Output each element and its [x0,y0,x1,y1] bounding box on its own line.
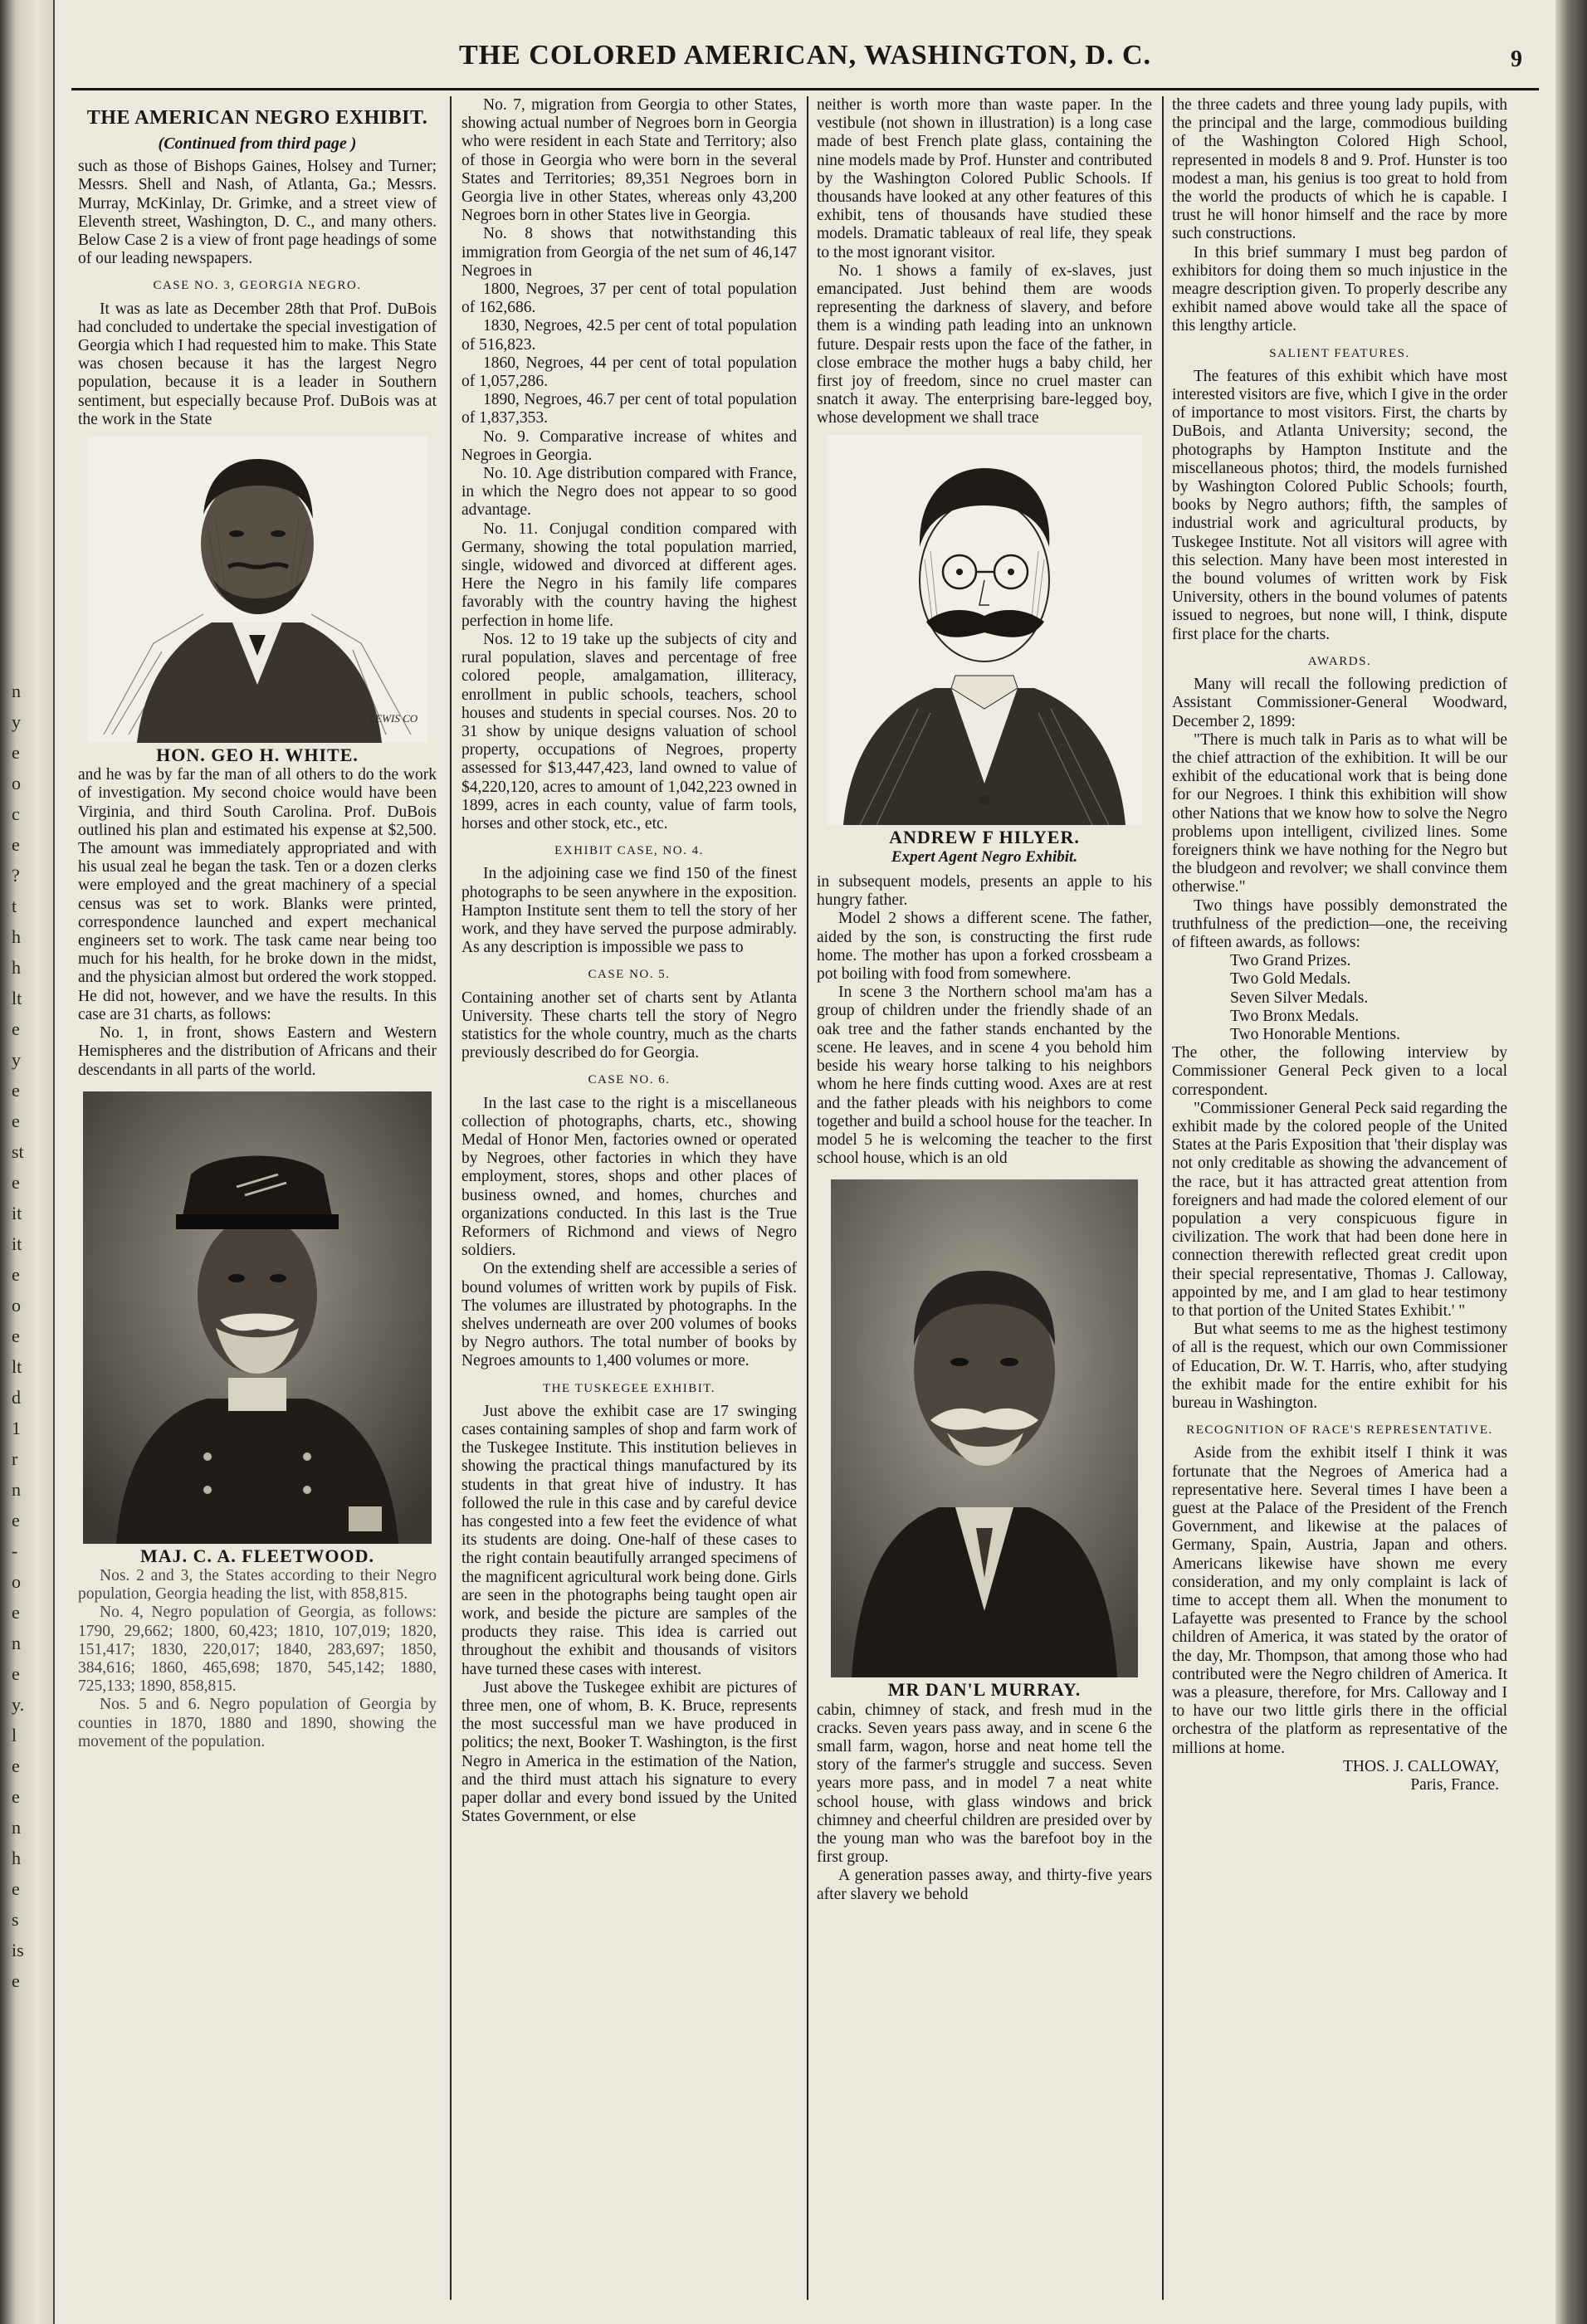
paragraph: No. 9. Comparative increase of whites and Negroes in Georgia. [461,427,797,464]
paragraph: and he was by far the man of all others to do the work of investigation. My second choice would have been Virginia, and third South Carolina. Prof. DuBois outlined his plan and estimated his expense at $2,500. The amount was immediately appropriated and with his usual zeal he began the task. Ten or a dozen clerks were employed and the great machinery of a special census was set to work. Blanks were printed, correspondence launched and expert mechanical engineers set to work. The task came near being too much for his health, for he broke down in the midst, and the physician almost but ordered the work stopped. He did not, however, and we have the results. In this case are 31 charts, as follows: [78,766,437,1023]
paragraph: The features of this exhibit which have most interested visitors are five, which I give in the order of importance to most visitors. First, the charts by DuBois, and Atlanta University; second, the photographs by Hampton Institute and the miscellaneous photos; third, the models furnished by Washington Colored Public Schools; fourth, books by Negro authors; fifth, the samples of industrial work and agricultural products, by Tuskegee Institute. Not all visitors will agree with this selection. Many have been most interested in the bound volumes of written work by Fisk University, others in the bound volumes of patents issued to negroes, but none will, I think, dispute first place for the charts. [1172,367,1507,643]
previous-page-fragment: o [12,773,21,793]
article-headline: THE AMERICAN NEGRO EXHIBIT. [86,107,428,129]
award-line: Two Gold Medals. [1230,970,1351,989]
paragraph: Just above the Tuskegee exhibit are pictures of three men, one of whom, B. K. Bruce, represents the most successful man we have produced in politics; the next, Booker T. Washington, is the first Negro in America in the estimation of the Nation, and the third must attach his signature to every paper dollar and every bond issued by the United States Government, or else [461,1678,797,1826]
paragraph: No. 1, in front, shows Eastern and Western Hemispheres and the distribution of Africans and their descendants in all parts of the world. [78,1024,437,1079]
photo-fleetwood [83,1091,432,1544]
paragraph: such as those of Bishops Gaines, Holsey and Turner; Messrs. Shell and Nash, of Atlanta, Ga.; Messrs. Murray, McKinlay, Dr. Grimke, and a street view of Eleventh street, Washington, D. C., and many others. Below Case 2 is a view of front page headings of some of our leading newspapers. [78,158,437,268]
paragraph: the three cadets and three young lady pupils, with the principal and the large, commodious building of the Washington Colored High School, represented in models 8 and 9. Prof. Hunster is too modest a man, his genius is too great to hold from the world the products of which he is capable. I trust he will honor himself and the race by more such constructions. [1172,96,1507,243]
author-place: Paris, France. [1410,1776,1499,1794]
paragraph: In scene 3 the Northern school ma'am has a group of children under the friendly shade of an oak tree and the father stands enchanted by the scene. He leaves, and in scene 4 you behold him beside his weary horse talking to his neighbors whom he here finds cutting wood. Axes are at rest and the father pleads with his neighbors to come together and build a school house for the teacher. In model 5 he is welcoming the teacher to the first school house, which is an old [817,984,1152,1168]
paragraph: No. 4, Negro population of Georgia, as follows: 1790, 29,662; 1800, 60,423; 1810, 107,019; 1820, 151,417; 1830, 220,017; 1840, 283,697; 1850, 384,616; 1860, 465,698; 1870, 545,142; 1880, 725,133; 1890, 858,815. [78,1604,437,1696]
paragraph: On the extending shelf are accessible a series of bound volumes of written work by pupils of Fisk. The volumes are illustrated by photographs. In the shelves underneath are over 200 volumes of books by Negro authors. The total number of books by Negroes amounts to 1,400 volumes or more. [461,1260,797,1370]
award-line: Two Grand Prizes. [1230,952,1351,970]
continued-note: (Continued from third page ) [158,134,357,153]
award-line: Two Honorable Mentions. [1230,1025,1400,1043]
paragraph: But what seems to me as the highest testimony of all is the request, which our own Commissioner of Education, Dr. W. T. Harris, who, after studying the exhibit made for the entire exhibit for his bureau in Washington. [1172,1321,1507,1413]
paragraph: Many will recall the following prediction of Assistant Commissioner-General Woodward, December 2, 1899: [1172,676,1507,730]
page-number: 9 [1511,46,1522,72]
paragraph: No. 8 shows that notwithstanding this immigration from Georgia of the net sum of 46,147 Negroes in [461,225,797,280]
previous-page-fragment: e [12,1663,20,1684]
paragraph: Just above the exhibit case are 17 swinging cases containing samples of shop and farm work of the Tuskegee Institute. This institution believes in showing the practical things manufactured by its students in that great hive of industry. It has followed the rule in this case and by careful device has congested into a few feet the evidence of what its students are doing. One-half of these cases to the right contain beautifully arranged specimens of the magnificent agricultural work being done. Girls are seen in the photographs being taught open air work, and beside the picture are samples of the products they raise. This idea is carried out throughout the exhibit and thousands of visitors have turned these cases with interest. [461,1402,797,1678]
paragraph: cabin, chimney of stack, and fresh mud in the cracks. Seven years pass away, and in scene 6 the small farm, wagon, horse and neat home tell the story of the farmer's struggle and success. Seven years more pass, and in model 7 a neat white school house, with glass windows and brick chimney and cheerful children are presided over by the young man who was the barefoot boy in the first group. [817,1701,1152,1867]
column-divider [807,96,808,2300]
previous-page-fragment: s [12,1909,19,1930]
section-heading: CASE NO. 3, GEORGIA NEGRO. [153,279,362,293]
paragraph: No. 10. Age distribution compared with France, in which the Negro does not appear to so good advantage. [461,465,797,520]
previous-page-fragment: h [12,926,21,947]
paragraph: Containing another set of charts sent by Atlanta University. These charts tell the story of Negro statistics for the whole country, much as the charts previously described do for Georgia. [461,989,797,1062]
award-line: Two Bronx Medals. [1230,1007,1360,1025]
photo-murray [831,1179,1138,1677]
previous-page-fragment: it [12,1203,22,1223]
previous-page-fragment: e [12,1326,20,1346]
paragraph: Model 2 shows a different scene. The father, aided by the son, is constructing the first rude home. The mother has upon a forked crossbeam a pot boiling with food from somewhere. [817,910,1152,984]
previous-page-fragment: it [12,1233,22,1254]
masthead-rule [71,88,1539,90]
section-heading: THE TUSKEGEE EXHIBIT. [543,1381,715,1395]
paragraph: "There is much talk in Paris as to what will be the chief attraction of the exhibition. It will be our exhibit of the educational work that is being done for our Negroes. I think this exhibition will show other Nations that we know how to solve the Negro problems upon intelligent, civilized lines. Some foreigners think we have nothing for the Negro but the bludgeon and revolver; we shall convince them otherwise." [1172,730,1507,896]
previous-page-fragment: n [12,681,21,701]
paragraph: Nos. 12 to 19 take up the subjects of city and rural population, slaves and percentage of free colored people, amalgamation, illiteracy, enrollment in public schools, teachers, school houses and students in special courses. Nos. 20 to 31 show by unique designs valuation of school property, occupations of Negroes, property assessed for $13,447,423, land owned to value of $4,220,120, acres to amount of 1,042,223 owned in 1899, acres in each county, value of farm tools, horses and other stock, etc., etc. [461,630,797,832]
previous-page-fragment: e [12,1080,20,1101]
previous-page-fragment: e [12,1018,20,1039]
paragraph: "Commissioner General Peck said regarding the exhibit made by the colored people of the United States at the Paris Exposition that 'their display was not only creditable as showing the advancement of the race, but it has attracted great attention from foreigners and had made the colored element of our population a very conspicuous figure in civilization. The work that had been done here in connection therewith reflected great credit upon their special representative, Thomas J. Calloway, appointed by me, and I am glad to hear testimony to that portion of the United States Exhibit.' " [1172,1099,1507,1320]
previous-page-fragment: n [12,1479,21,1500]
previous-page-fragment: e [12,1755,20,1776]
previous-page-fragment: e [12,1786,20,1807]
previous-page-fragment: e [12,1111,20,1131]
previous-page-fragment: e [12,1264,20,1285]
paragraph: neither is worth more than waste paper. In the vestibule (not shown in illustration) is a long case made of best French plate glass, containing the nine models made by Prof. Hunster and contributed by the Washington Colored Public Schools. If thousands have looked at any other features of this exhibit, tens of thousands have studied these models. Dramatic tableaux of real life, they speak to the most ignorant visitor. [817,96,1152,261]
previous-page-fragment: st [12,1141,24,1162]
paragraph: No. 7, migration from Georgia to other States, showing actual number of Negroes born in Georgia who were resident in each State and Territory; also of those in Georgia who were born in the several States and Territories; 89,351 Negroes born in Georgia live in other States, whereas only 43,200 Negroes born in other States live in Georgia. [461,96,797,225]
previous-page-fragment: h [12,957,21,978]
previous-page-fragment: c [12,803,20,824]
paragraph: 1830, Negroes, 42.5 per cent of total population of 516,823. [461,317,797,354]
column-3 [817,96,1152,2300]
paragraph: No. 1 shows a family of ex-slaves, just emancipated. Just behind them are woods representing the darkness of slavery, and before them is a winding path leading into an unknown future. Despair rests upon the face of the father, in close embrace the mother hugs a baby child, her first joy of freedom, since no cruel master can snatch it away. The enterprising bare-legged boy, whose development we shall trace [817,261,1152,427]
paragraph: A generation passes away, and thirty-five years after slavery we behold [817,1867,1152,1903]
portrait-caption-hilyer: ANDREW F HILYER. [889,826,1080,847]
previous-page-fragment: ? [12,865,20,886]
author-signature: THOS. J. CALLOWAY, [1343,1757,1499,1775]
previous-page-fragment: e [12,1510,20,1531]
paragraph: In the last case to the right is a miscellaneous collection of photographs, charts, etc., showing Medal of Honor Men, factories owned or operated by Negroes, other factories in which they have employment, stores, shops and other places of business owned, and homes, churches and organizations conducted. In this last is the True Reformers of Richmond and views of Negro soldiers. [461,1094,797,1260]
section-heading: CASE NO. 5. [588,968,671,982]
paragraph: The other, the following interview by Commissioner General Peck given to a local correspondent. [1172,1044,1507,1099]
paragraph: 1860, Negroes, 44 per cent of total population of 1,057,286. [461,354,797,391]
paragraph: 1890, Negroes, 46.7 per cent of total population of 1,837,353. [461,391,797,427]
column-2 [461,96,797,2300]
previous-page-fragment: d [12,1387,21,1408]
section-heading: CASE NO. 6. [588,1073,671,1087]
paragraph: No. 11. Conjugal condition compared with Germany, showing the total population married, single, widowed and divorced at different ages. Here the Negro in his family life compares favorably with the country having the highest perfection in home life. [461,520,797,630]
paragraph: Nos. 2 and 3, the States according to their Negro population, Georgia heading the list, with 858,815. [78,1566,437,1604]
paragraph: In this brief summary I must beg pardon of exhibitors for doing them so much injustice in the meagre description given. To properly describe any exhibit named above would take all the space of this lengthy article. [1172,243,1507,335]
portrait-engraving-hilyer [827,435,1142,825]
previous-page-fragment: y [12,711,21,732]
newspaper-page [55,0,1555,2324]
section-heading: AWARDS. [1307,654,1372,668]
previous-page-fragment: e [12,1602,20,1623]
previous-page-fragment: r [12,1448,18,1469]
paragraph: 1800, Negroes, 37 per cent of total population of 162,686. [461,281,797,317]
column-1 [78,96,437,2300]
column-4 [1172,96,1507,2300]
page-binding-edge [1555,0,1587,2324]
previous-page-fragment: 1 [12,1418,21,1438]
photo-caption-murray: MR DAN'L MURRAY. [887,1679,1082,1701]
previous-page-fragment: h [12,1848,21,1868]
paragraph: in subsequent models, presents an apple to his hungry father. [817,873,1152,910]
engraver-signature: LEWIS CO [369,712,418,725]
section-heading: RECOGNITION OF RACE'S REPRESENTATIVE. [1186,1423,1493,1438]
previous-page-fragment: e [12,1172,20,1193]
previous-page-fragment: y [12,1049,21,1070]
previous-page-fragment: n [12,1817,21,1838]
paragraph: In the adjoining case we find 150 of the finest photographs to be seen anywhere in the exposition. Hampton Institute sent them to tell the story of her work, and they have served the purpose admirably. As any description is impossible we pass to [461,865,797,957]
previous-page-fragment: is [12,1940,24,1960]
portrait-subcaption-hilyer: Expert Agent Negro Exhibit. [891,847,1078,866]
previous-page-fragment: o [12,1295,21,1316]
portrait-caption-white: HON. GEO H. WHITE. [156,745,359,766]
previous-page-edge [0,0,53,2324]
previous-page-fragment: - [12,1540,18,1561]
previous-page-fragment: n [12,1633,21,1653]
portrait-engraving-white [87,436,427,743]
paragraph: Two things have possibly demonstrated the truthfulness of the prediction—one, the receiving of fifteen awards, as follows: [1172,896,1507,951]
previous-page-fragment: o [12,1571,21,1592]
previous-page-fragment: lt [12,1356,22,1377]
previous-page-fragment: y. [12,1694,25,1715]
paragraph: Aside from the exhibit itself I think it was fortunate that the Negroes of America had a representative here. Several times I have been a guest at the Palace of the President of the French Government, and likewise at the palaces of Germany, Spain, Austria, Japan and others. Americans likewise have shown me every consideration, and my only complaint is lack of time to accept them all. When the monument to Lafayette was presented to France by the school children of America, it was stated by the orator of the day, Mr. Thompson, that among those who had contributed were the Negro children of America. It was a pleasure, therefore, for Mrs. Calloway and I to have our two little girls there in the official orchestra of the platform as representative of the millions at home. [1172,1444,1507,1757]
column-divider [1162,96,1164,2300]
previous-page-fragment: l [12,1725,17,1745]
previous-page-fragment: t [12,896,17,916]
section-heading: SALIENT FEATURES. [1269,346,1410,360]
previous-page-fragment: e [12,834,20,855]
previous-page-fragment: e [12,1878,20,1899]
masthead-title: THE COLORED AMERICAN, WASHINGTON, D. C. [458,40,1152,71]
section-heading: EXHIBIT CASE, NO. 4. [554,844,704,858]
paragraph: It was as late as December 28th that Prof. DuBois had concluded to undertake the special investigation of Georgia which I had requested him to make. This State was chosen because it has the largest Negro population, because it is a leader in Southern sentiment, but especially because Prof. DuBois was at the work in the State [78,300,437,428]
previous-page-fragment: e [12,742,20,763]
column-divider [450,96,452,2300]
previous-page-fragment: e [12,1970,20,1991]
award-line: Seven Silver Medals. [1230,989,1369,1007]
photo-caption-fleetwood: MAJ. C. A. FLEETWOOD. [140,1545,374,1566]
previous-page-fragment: lt [12,988,22,1008]
paragraph: Nos. 5 and 6. Negro population of Georgia by counties in 1870, 1880 and 1890, showing the movement of the population. [78,1696,437,1750]
